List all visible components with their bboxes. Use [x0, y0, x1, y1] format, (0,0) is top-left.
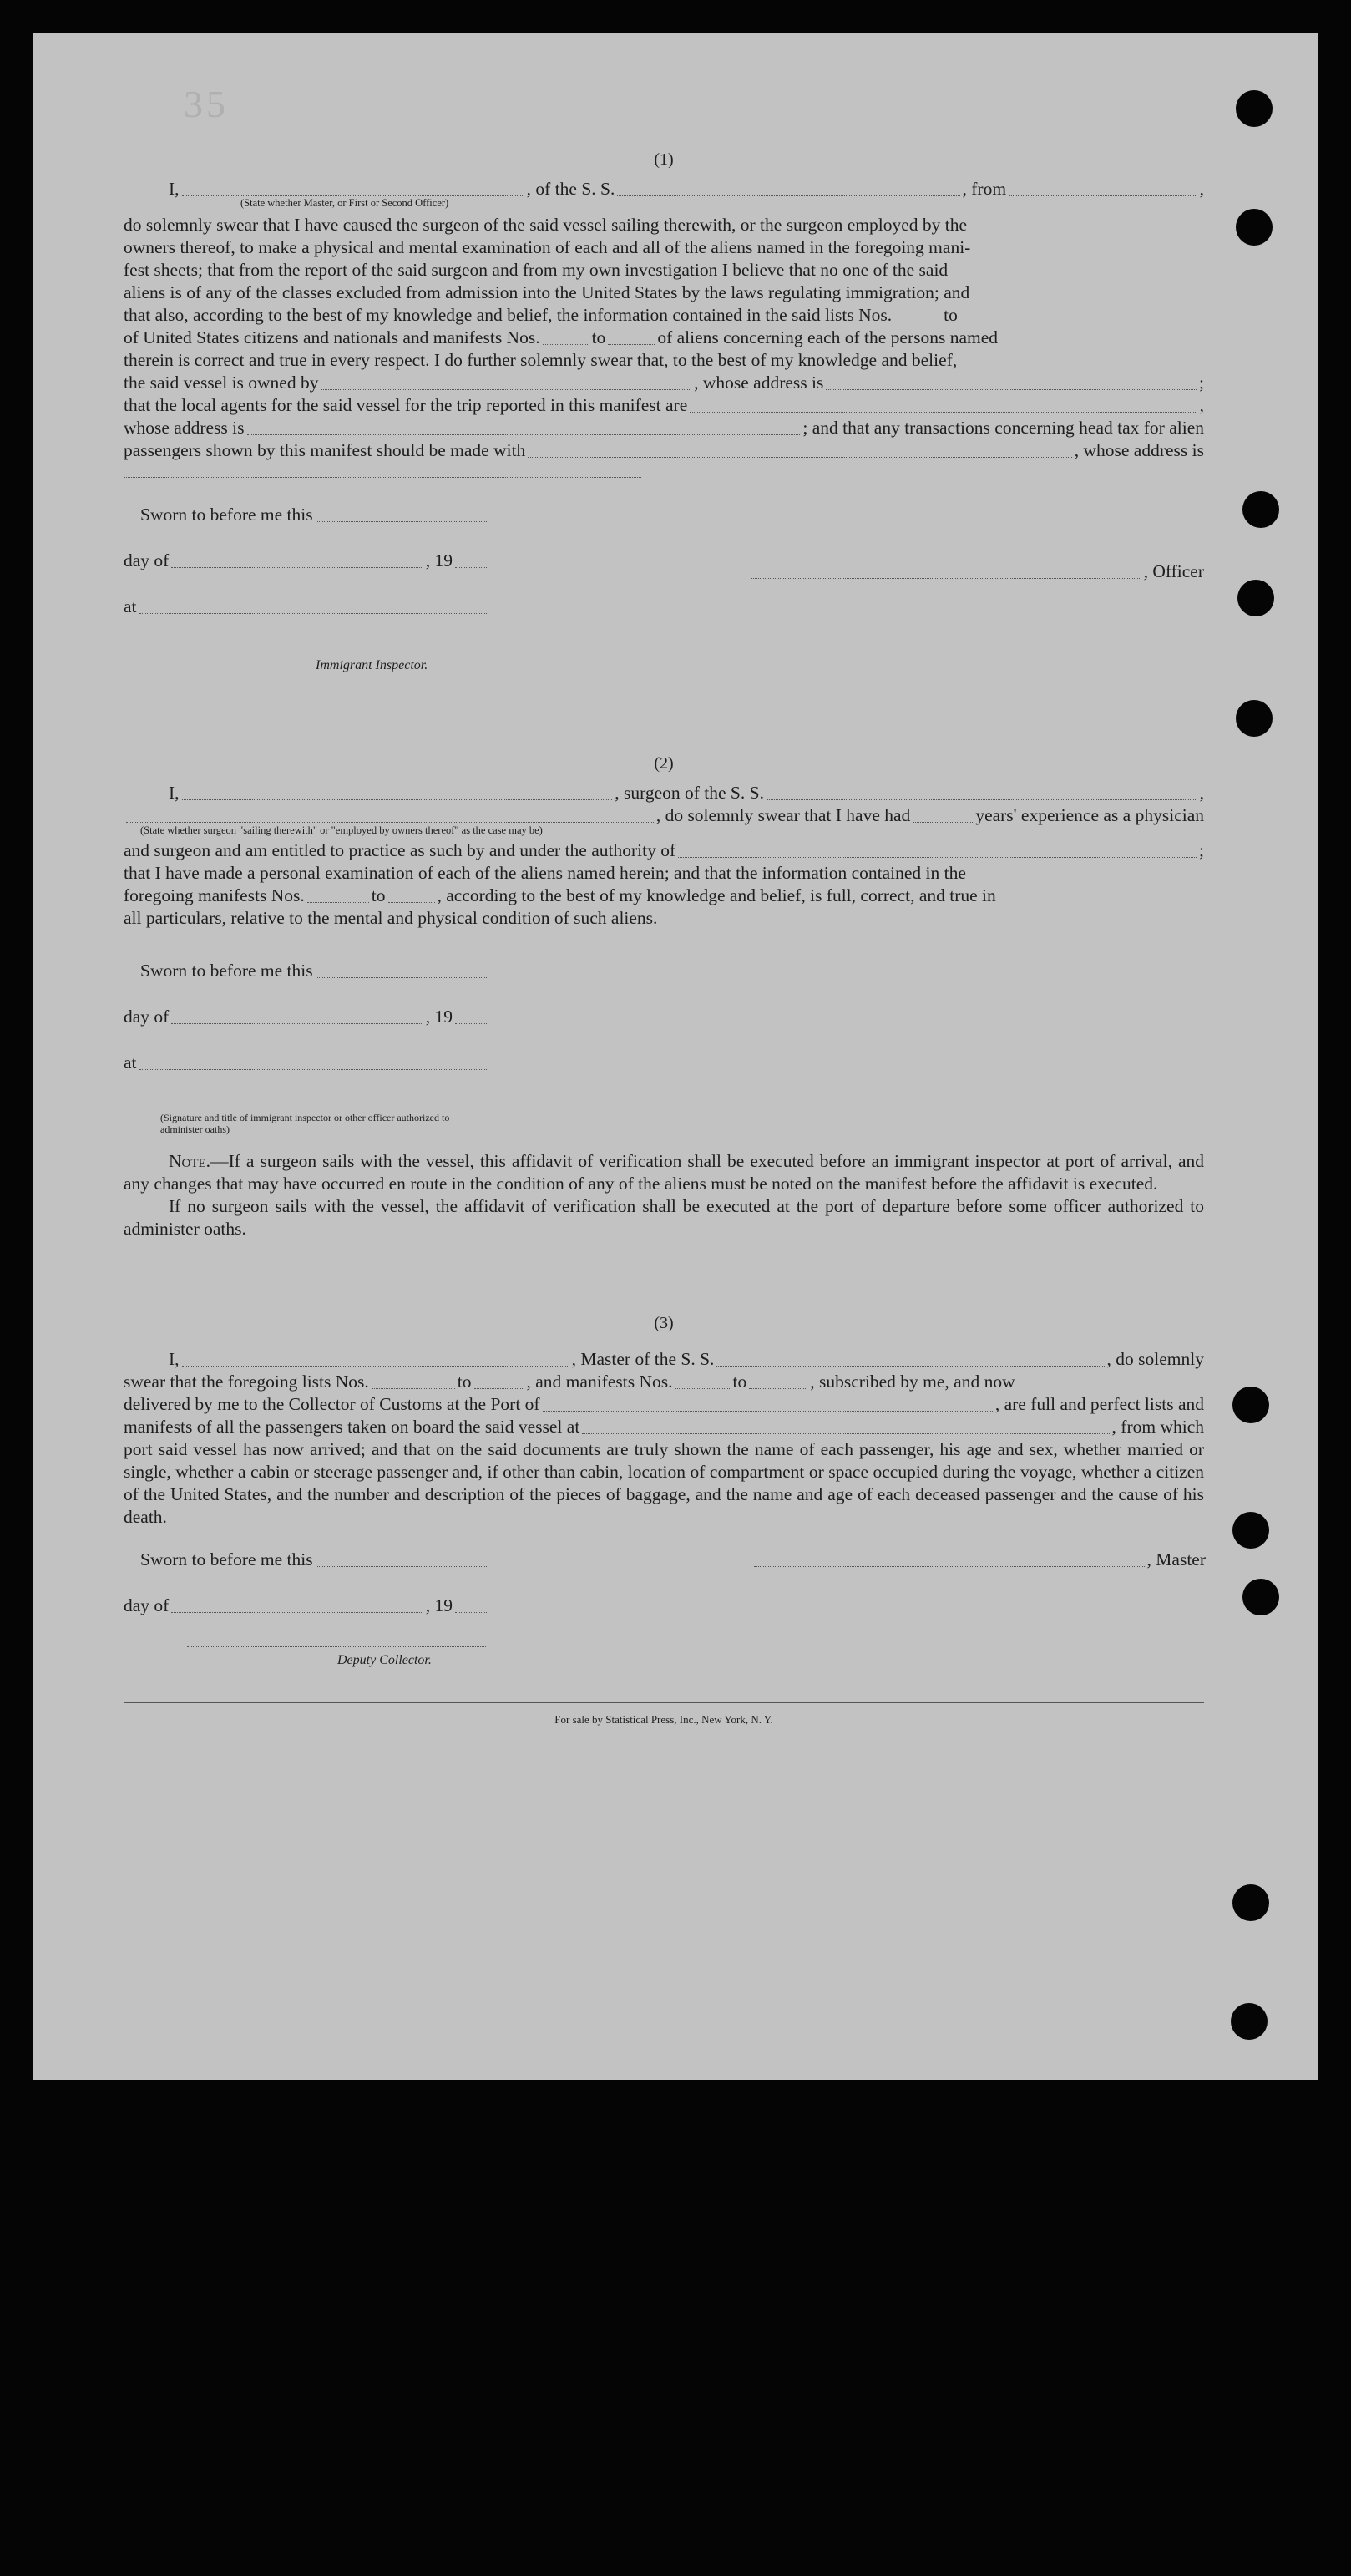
surgeon-year-field[interactable]: [455, 1008, 488, 1024]
section-3-line-delivered: delivered by me to the Collector of Customs at the Port of , are full and perfect lists and: [124, 1394, 1204, 1414]
day-of-field[interactable]: [171, 552, 423, 568]
note-paragraph-1: Note.—If a surgeon sails with the vessel, this affidavit of verification shall be executed before an immigrant inspector at port of arrival, and any changes that may have occurred en route in the condition of any of the aliens must be noted on the manifest before the affidavit is executed.: [124, 1151, 1204, 1194]
at-place-field[interactable]: [139, 598, 488, 614]
agents-address-field[interactable]: [247, 419, 801, 435]
section-1-officer-hint: (State whether Master, or First or Second Officer): [240, 197, 449, 209]
master-vessel-field[interactable]: [716, 1351, 1104, 1367]
officer-signature-field[interactable]: [751, 563, 1141, 579]
manifest-no-from-field[interactable]: [543, 329, 589, 345]
surgeon-signature-line[interactable]: [756, 980, 1206, 981]
section-3-number: (3): [654, 1314, 674, 1332]
punch-hole: [1237, 580, 1274, 616]
sworn-date-field[interactable]: [316, 506, 488, 522]
owner-address-field[interactable]: [826, 374, 1197, 390]
boarding-port-field[interactable]: [582, 1418, 1109, 1434]
punch-hole: [1236, 90, 1273, 127]
collector-signature-line[interactable]: [187, 1645, 486, 1647]
year-field[interactable]: [455, 552, 488, 568]
surgeon-day-of-field[interactable]: [171, 1008, 423, 1024]
section-1-line-address-continued: [124, 462, 1204, 482]
footer-imprint: For sale by Statistical Press, Inc., New York, N. Y.: [554, 1713, 773, 1726]
master-sworn-date-field[interactable]: [316, 1551, 488, 1567]
surgeon-capacity-field[interactable]: [126, 807, 654, 823]
section-1-sworn-block: Sworn to before me this day of , 19 , Officer at Immigrant Inspector.: [124, 504, 1204, 712]
master-year-field[interactable]: [455, 1597, 488, 1613]
footer-rule: [124, 1702, 1204, 1703]
deputy-collector-label: Deputy Collector.: [337, 1653, 432, 1667]
section-2-line-swear: , do solemnly swear that I have had years' experience as a physician: [124, 804, 1204, 827]
inspector-signature-line[interactable]: [160, 646, 491, 647]
local-agents-field[interactable]: [690, 397, 1197, 413]
master-signature-field[interactable]: [754, 1551, 1145, 1567]
section-2-surgeon-hint: (State whether surgeon "sailing therewith" or "employed by owners thereof" as the case may be): [140, 824, 543, 836]
section-3-line-master: I, , Master of the S. S. , do solemnly: [169, 1349, 1204, 1369]
section-2-line-exam: that I have made a personal examination of each of the aliens named herein; and that the information contained in the: [124, 863, 966, 883]
section-2-sworn-block: Sworn to before me this day of , 19 at (Signature and title of immigrant inspector or other officer authorized to administer oaths): [124, 960, 1204, 1152]
authority-field[interactable]: [678, 842, 1197, 858]
vessel-name-field[interactable]: [617, 180, 959, 196]
pencil-page-number: 35: [184, 83, 229, 125]
section-1-line-therein: therein is correct and true in every respect. I do further solemnly swear that, to the best of my knowledge and belief,: [124, 350, 958, 370]
section-1-paragraph: do solemnly swear that I have caused the surgeon of the said vessel sailing therewith, or the surgeon employed by the owners thereof, to make a physical and mental examination of each and all of the aliens named in the foregoing mani- fest sheets; that from the report of the said surgeon and from my own investigation I believe that no one of the said aliens is of any of the classes excluded from admission into the United States by the laws regulating immigration; and: [124, 215, 971, 302]
section-2-line-particulars: all particulars, relative to the mental and physical condition of such aliens.: [124, 908, 658, 928]
authorized-officer-signature-line[interactable]: [160, 1102, 491, 1103]
officer-name-field[interactable]: [182, 180, 524, 196]
master-list-from-field[interactable]: [372, 1373, 455, 1389]
master-manifest-to-field[interactable]: [749, 1373, 807, 1389]
surgeon-vessel-field[interactable]: [767, 784, 1197, 800]
from-port-field[interactable]: [1009, 180, 1197, 196]
form-content: [124, 149, 1204, 1731]
section-1-line-citizens: of United States citizens and nationals and manifests Nos. to of aliens concerning each of the persons named: [124, 327, 999, 347]
punch-hole: [1236, 209, 1273, 246]
punch-hole: [1232, 1387, 1269, 1423]
punch-hole: [1232, 1884, 1269, 1921]
form-sheet: [33, 33, 1318, 2080]
surgeon-sworn-date-field[interactable]: [316, 962, 488, 978]
section-3-line-lists: swear that the foregoing lists Nos. to , and manifests Nos. to , subscribed by me, and now: [124, 1372, 1015, 1392]
master-name-field[interactable]: [182, 1351, 569, 1367]
section-1-line-whose: whose address is ; and that any transactions concerning head tax for alien: [124, 418, 1204, 438]
punch-hole: [1231, 2003, 1268, 2040]
section-2-line-authority: and surgeon and am entitled to practice as such by and under the authority of ;: [124, 840, 1204, 860]
surgeon-manifest-to-field[interactable]: [388, 887, 435, 903]
port-field[interactable]: [543, 1396, 993, 1412]
section-1-line-officer: I, , of the S. S. , from ,: [169, 179, 1204, 199]
years-experience-field[interactable]: [913, 807, 973, 823]
section-2-line-surgeon: I, , surgeon of the S. S. ,: [169, 783, 1205, 803]
head-tax-address-field[interactable]: [124, 462, 641, 478]
section-1-number: (1): [654, 150, 674, 169]
owner-field[interactable]: [321, 374, 691, 390]
master-manifest-from-field[interactable]: [675, 1373, 730, 1389]
section-2-line-manifests: foregoing manifests Nos. to , according to the best of my knowledge and belief, is full, correct, and true in: [124, 885, 996, 905]
punch-hole: [1242, 491, 1279, 528]
surgeon-manifest-from-field[interactable]: [307, 887, 369, 903]
section-1-line-passengers: passengers shown by this manifest should be made with , whose address is: [124, 440, 1204, 460]
master-list-to-field[interactable]: [474, 1373, 524, 1389]
signature-title-hint: (Signature and title of immigrant inspector or other officer authorized to administer oaths): [160, 1112, 450, 1135]
officer-signature-line-upper[interactable]: [748, 524, 1206, 525]
head-tax-party-field[interactable]: [528, 442, 1071, 458]
punch-hole: [1242, 1579, 1279, 1615]
immigrant-inspector-label: Immigrant Inspector.: [316, 658, 428, 672]
punch-hole: [1232, 1512, 1269, 1549]
list-no-to-field[interactable]: [960, 307, 1202, 322]
list-no-from-field[interactable]: [894, 307, 941, 322]
section-3-line-manifests: manifests of all the passengers taken on board the said vessel at , from which: [124, 1417, 1204, 1437]
surgeon-at-place-field[interactable]: [139, 1054, 488, 1070]
manifest-no-to-field[interactable]: [608, 329, 655, 345]
section-3-paragraph: port said vessel has now arrived; and that on the said documents are truly shown the name of each passenger, his age and sex, whether married or single, whether a cabin or steerage passenger and, if other than cabin, location of compartment or space occupied during the voyage, whether a citizen of the United States, and the number and description of the pieces of baggage, and the name and age of each deceased passenger and the cause of his death.: [124, 1439, 1204, 1527]
master-day-of-field[interactable]: [171, 1597, 423, 1613]
section-1-line-list-nos: that also, according to the best of my knowledge and belief, the information contained in the said lists Nos. to: [124, 304, 1204, 327]
section-2-number: (2): [654, 754, 674, 773]
punch-hole: [1236, 700, 1273, 737]
section-1-line-owned: the said vessel is owned by , whose address is ;: [124, 373, 1205, 393]
note-paragraph-2: If no surgeon sails with the vessel, the affidavit of verification shall be executed at the port of departure before some officer authorized to administer oaths.: [124, 1196, 1204, 1239]
surgeon-name-field[interactable]: [182, 784, 613, 800]
section-1-line-agents: that the local agents for the said vessel for the trip reported in this manifest are ,: [124, 395, 1204, 415]
section-3-sworn-block: Sworn to before me this , Master day of , 19 Deputy Collector.: [124, 1549, 1204, 1691]
